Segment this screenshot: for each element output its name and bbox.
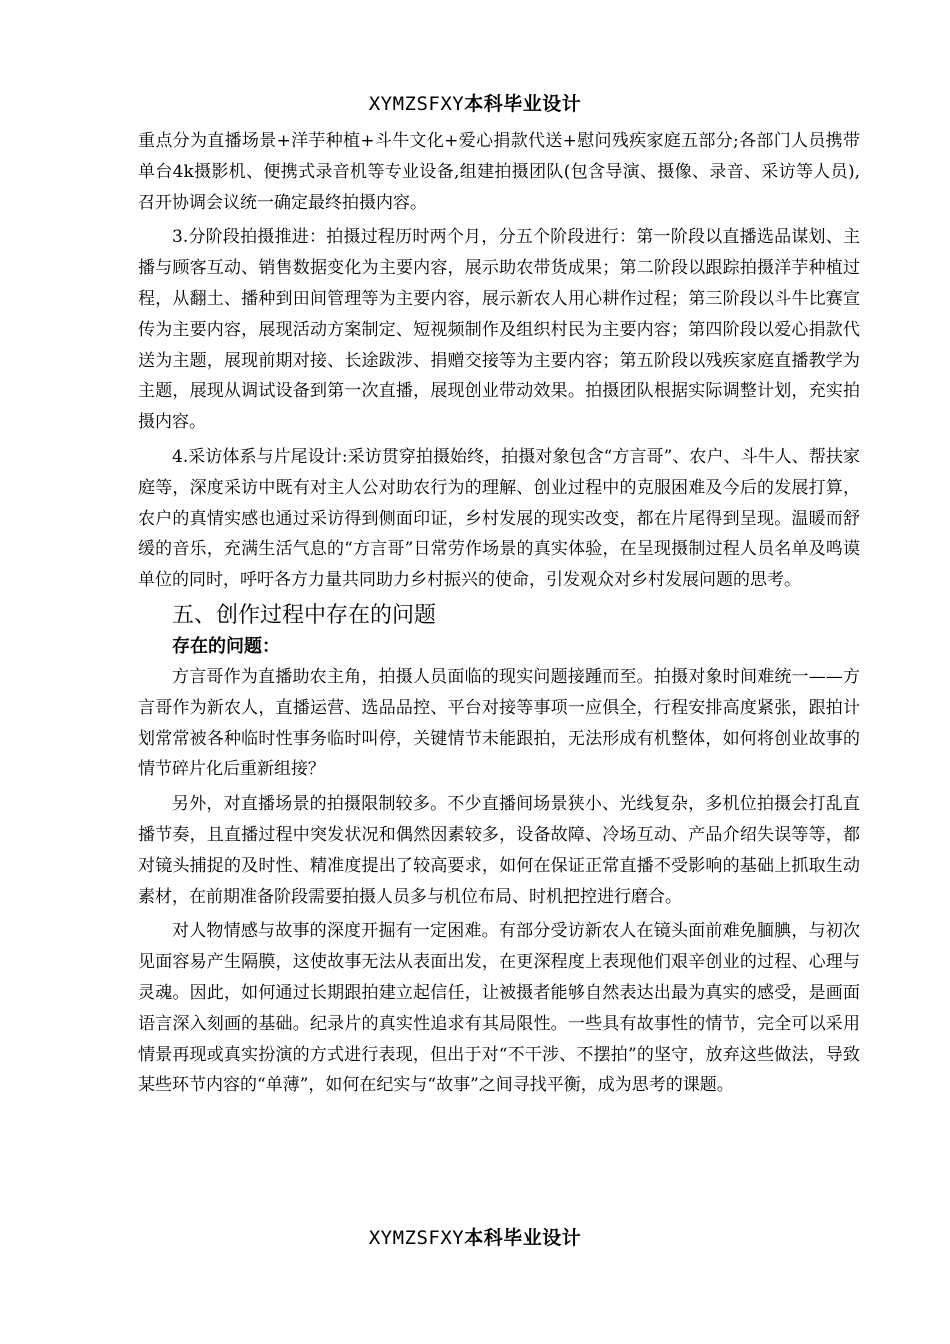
paragraph-problem-schedule: 方言哥作为直播助农主角，拍摄人员面临的现实问题接踵而至。拍摄对象时间难统一——方言哥作为新农人，直播运营、选品品控、平台对接等事项一应俱全，行程安排高度紧张，跟拍计划常常被各种临时性事务临时叫停，关键情节未能跟拍，无法形成有机整体，如何将创业故事的情节碎片化后重新组接？	[138, 666, 860, 780]
paragraph-shooting-phases: 3.分阶段拍摄推进：拍摄过程历时两个月，分五个阶段进行：第一阶段以直播选品谋划、主播与顾客互动、销售数据变化为主要内容，展示助农带货成果；第二阶段以跟踪拍摄洋芋种植过程，从翻土、播种到田间管理等为主要内容，展示新农人用心耕作过程；第三阶段以斗牛比赛宣传为主要内容，展现活动方案制定、短视频制作及组织村民为主要内容；第四阶段以爱心捐款代送为主题，展现前期对接、长途跋涉、捐赠交接等为主要内容；第五阶段以残疾家庭直播教学为主题，展现从调试设备到第一次直播，展现创业带动效果。拍摄团队根据实际调整计划，充实拍摄内容。	[138, 227, 860, 433]
paragraph-interview-design: 4.采访体系与片尾设计:采访贯穿拍摄始终，拍摄对象包含“方言哥”、农户、斗牛人、帮扶家庭等，深度采访中既有对主人公对助农行为的理解、创业过程中的克服困难及今后的发展打算，农户的真情实感也通过采访得到侧面印证，乡村发展的现实改变，都在片尾得到呈现。温暖而舒缓的音乐，充满生活气息的“方言哥”日常劳作场景的真实体验，在呈现摄制过程人员名单及鸣谟单位的同时，呼吁各方力量共同助力乡村振兴的使命，引发观众对乡村发展问题的思考。	[138, 446, 860, 591]
header-label: 本科毕业设计	[464, 93, 582, 115]
footer-label: 本科毕业设计	[464, 1227, 582, 1249]
header-code: XYMZSFXY	[368, 93, 465, 115]
section-heading: 五、创作过程中存在的问题	[172, 602, 437, 628]
subheading: 存在的问题：	[172, 635, 280, 657]
document-body	[138, 126, 860, 1101]
paragraph-continued: 重点分为直播场景+洋芋种植+斗牛文化+爱心捐款代送+慰问残疾家庭五部分;各部门人员携带单台4k摄影机、便携式录音机等专业设备,组建拍摄团队(包含导演、摄像、录音、采访等人员),召开协调会议统一确定最终拍摄内容。	[138, 131, 860, 213]
page-header	[0, 92, 950, 116]
page-footer	[0, 1226, 950, 1250]
paragraph-problem-livestream: 另外，对直播场景的拍摄限制较多。不少直播间场景狭小、光线复杂，多机位拍摄会打乱直播节奏，且直播过程中突发状况和偶然因素较多，设备故障、冷场互动、产品介绍失误等等，都对镜头捕捉的及时性、精准度提出了较高要求，如何在保证正常直播不受影响的基础上抓取生动素材，在前期准备阶段需要拍摄人员多与机位布局、时机把控进行磨合。	[138, 794, 860, 907]
paragraph-problem-depth: 对人物情感与故事的深度开掘有一定困难。有部分受访新农人在镜头面前难免腼腆，与初次见面容易产生隔膜，这使故事无法从表面出发，在更深程度上表现他们艰辛创业的过程、心理与灵魂。因此，如何通过长期跟拍建立起信任，让被摄者能够自然表达出最为真实的感受，是画面语言深入刻画的基础。纪录片的真实性追求有其局限性。一些具有故事性的情节，完全可以采用情景再现或真实扮演的方式进行表现，但出于对“不干涉、不摆拍”的坚守，放弃这些做法，导致某些环节内容的“单薄”，如何在纪实与“故事”之间寻找平衡，成为思考的课题。	[138, 921, 860, 1096]
footer-code: XYMZSFXY	[368, 1227, 465, 1249]
